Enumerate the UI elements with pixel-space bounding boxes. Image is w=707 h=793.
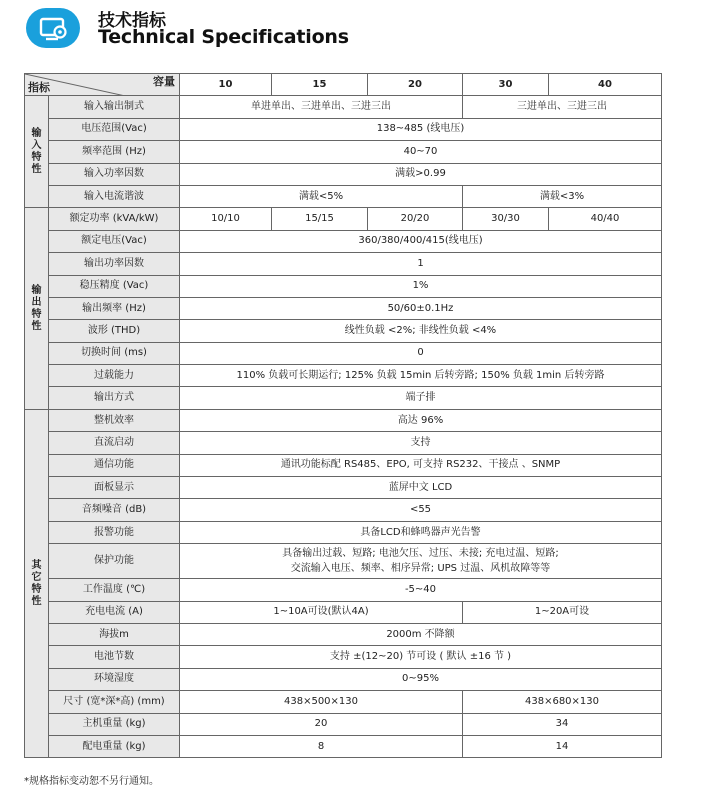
- row-label: 输入功率因数: [49, 163, 180, 185]
- row-label: 输出频率 (Hz): [49, 297, 180, 319]
- cell-value: 蓝屏中文 LCD: [180, 477, 662, 499]
- protect-line-2: 交流输入电压、频率、相序异常; UPS 过温、风机故障等等: [290, 562, 551, 574]
- table-row: [25, 297, 662, 319]
- section-output: [25, 208, 49, 410]
- section-output-label: 输 出 特 性: [31, 284, 42, 332]
- table-row: [25, 477, 662, 499]
- table-row: [25, 735, 662, 757]
- row-label: 输入电流谐波: [49, 185, 180, 207]
- table-row: [25, 387, 662, 409]
- capacity-label: 容量: [153, 75, 175, 88]
- capacity-header-30: 30: [463, 74, 549, 96]
- table-row: [25, 230, 662, 252]
- table-row: [25, 365, 662, 387]
- cell-value: <55: [180, 499, 662, 521]
- table-row: [25, 320, 662, 342]
- title-english: Technical Specifications: [98, 26, 349, 48]
- row-label: 直流启动: [49, 432, 180, 454]
- table-row: [25, 96, 662, 118]
- table-row: [25, 432, 662, 454]
- cell-value: 2000m 不降额: [180, 623, 662, 645]
- capacity-header-40: 40: [549, 74, 662, 96]
- table-row: [25, 713, 662, 735]
- row-label: 稳压精度 (Vac): [49, 275, 180, 297]
- title-chinese: 技术指标: [98, 11, 166, 31]
- cell-value: 高达 96%: [180, 409, 662, 431]
- cell-value: 438×500×130: [180, 691, 463, 713]
- table-row: [25, 185, 662, 207]
- cell-value: 三进单出、三进三出: [463, 96, 662, 118]
- row-label: 海拔m: [49, 623, 180, 645]
- table-row: [25, 275, 662, 297]
- cell-value: 线性负载 <2%; 非线性负载 <4%: [180, 320, 662, 342]
- table-row: [25, 454, 662, 476]
- cell-value: [180, 544, 662, 579]
- table-row: [25, 342, 662, 364]
- row-label: 输出方式: [49, 387, 180, 409]
- table-row: [25, 253, 662, 275]
- table-row: [25, 579, 662, 601]
- table-row: [25, 118, 662, 140]
- cell-value: 110% 负载可长期运行; 125% 负载 15min 后转旁路; 150% 负载 1min 后转旁路: [180, 365, 662, 387]
- spec-table: [24, 73, 662, 758]
- row-label: 工作温度 (℃): [49, 579, 180, 601]
- row-label: 切换时间 (ms): [49, 342, 180, 364]
- footnote: *规格指标变动恕不另行通知。: [24, 776, 159, 787]
- capacity-header-15: 15: [272, 74, 368, 96]
- row-label: 额定电压(Vac): [49, 230, 180, 252]
- cell-value: 8: [180, 735, 463, 757]
- protect-line-1: 具备输出过载、短路; 电池欠压、过压、未接; 充电过温、短路;: [282, 547, 559, 559]
- row-label: 尺寸 (宽*深*高) (mm): [49, 691, 180, 713]
- cell-value: -5~40: [180, 579, 662, 601]
- table-row: [25, 623, 662, 645]
- cell-value: 1: [180, 253, 662, 275]
- table-row: [25, 409, 662, 431]
- cell-value: 30/30: [463, 208, 549, 230]
- cell-value: 1~20A可设: [463, 601, 662, 623]
- cell-value: 0: [180, 342, 662, 364]
- row-label: 音频噪音 (dB): [49, 499, 180, 521]
- header-row: [25, 74, 662, 96]
- row-label: 环境湿度: [49, 668, 180, 690]
- cell-value: 满载>0.99: [180, 163, 662, 185]
- cell-value: 1%: [180, 275, 662, 297]
- row-label: 过载能力: [49, 365, 180, 387]
- cell-value: 端子排: [180, 387, 662, 409]
- row-label: 保护功能: [49, 544, 180, 579]
- cell-value: 34: [463, 713, 662, 735]
- row-label: 电压范围(Vac): [49, 118, 180, 140]
- cell-value: 支持 ±(12~20) 节可设 ( 默认 ±16 节 ): [180, 646, 662, 668]
- table-row: [25, 544, 662, 579]
- cell-value: 1~10A可设(默认4A): [180, 601, 463, 623]
- row-label: 报警功能: [49, 521, 180, 543]
- table-row: [25, 163, 662, 185]
- cell-value: 360/380/400/415(线电压): [180, 230, 662, 252]
- row-label: 面板显示: [49, 477, 180, 499]
- cell-value: 15/15: [272, 208, 368, 230]
- row-label: 通信功能: [49, 454, 180, 476]
- cell-value: 40/40: [549, 208, 662, 230]
- index-label: 指标: [28, 81, 50, 95]
- section-input-label: 输 入 特 性: [31, 127, 42, 175]
- cell-value: 通讯功能标配 RS485、EPO, 可支持 RS232、干接点 、SNMP: [180, 454, 662, 476]
- settings-monitor-icon: [24, 6, 82, 50]
- row-label: 电池节数: [49, 646, 180, 668]
- cell-value: 50/60±0.1Hz: [180, 297, 662, 319]
- row-label: 主机重量 (kg): [49, 713, 180, 735]
- table-row: [25, 668, 662, 690]
- cell-value: 20: [180, 713, 463, 735]
- table-row: [25, 691, 662, 713]
- cell-value: 438×680×130: [463, 691, 662, 713]
- cell-value: 满载<5%: [180, 185, 463, 207]
- cell-value: 138~485 (线电压): [180, 118, 662, 140]
- row-label: 充电电流 (A): [49, 601, 180, 623]
- cell-value: 10/10: [180, 208, 272, 230]
- table-row: [25, 141, 662, 163]
- row-label: 输入输出制式: [49, 96, 180, 118]
- cell-value: 14: [463, 735, 662, 757]
- capacity-header-20: 20: [368, 74, 463, 96]
- cell-value: 满载<3%: [463, 185, 662, 207]
- row-label: 整机效率: [49, 409, 180, 431]
- table-row: [25, 499, 662, 521]
- cell-value: 40~70: [180, 141, 662, 163]
- cell-value: 0~95%: [180, 668, 662, 690]
- section-other: [25, 409, 49, 757]
- row-label: 额定功率 (kVA/kW): [49, 208, 180, 230]
- table-row: [25, 521, 662, 543]
- cell-value: 20/20: [368, 208, 463, 230]
- corner-header-cell: [25, 74, 180, 96]
- row-label: 输出功率因数: [49, 253, 180, 275]
- row-label: 配电重量 (kg): [49, 735, 180, 757]
- cell-value: 具备LCD和蜂鸣器声光告警: [180, 521, 662, 543]
- section-input: [25, 96, 49, 208]
- capacity-header-10: 10: [180, 74, 272, 96]
- table-row: [25, 208, 662, 230]
- page-header: [24, 0, 684, 62]
- cell-value: 支持: [180, 432, 662, 454]
- table-row: [25, 601, 662, 623]
- row-label: 频率范围 (Hz): [49, 141, 180, 163]
- section-other-label: 其 它 特 性: [31, 559, 42, 607]
- row-label: 波形 (THD): [49, 320, 180, 342]
- table-row: [25, 646, 662, 668]
- cell-value: 单进单出、三进单出、三进三出: [180, 96, 463, 118]
